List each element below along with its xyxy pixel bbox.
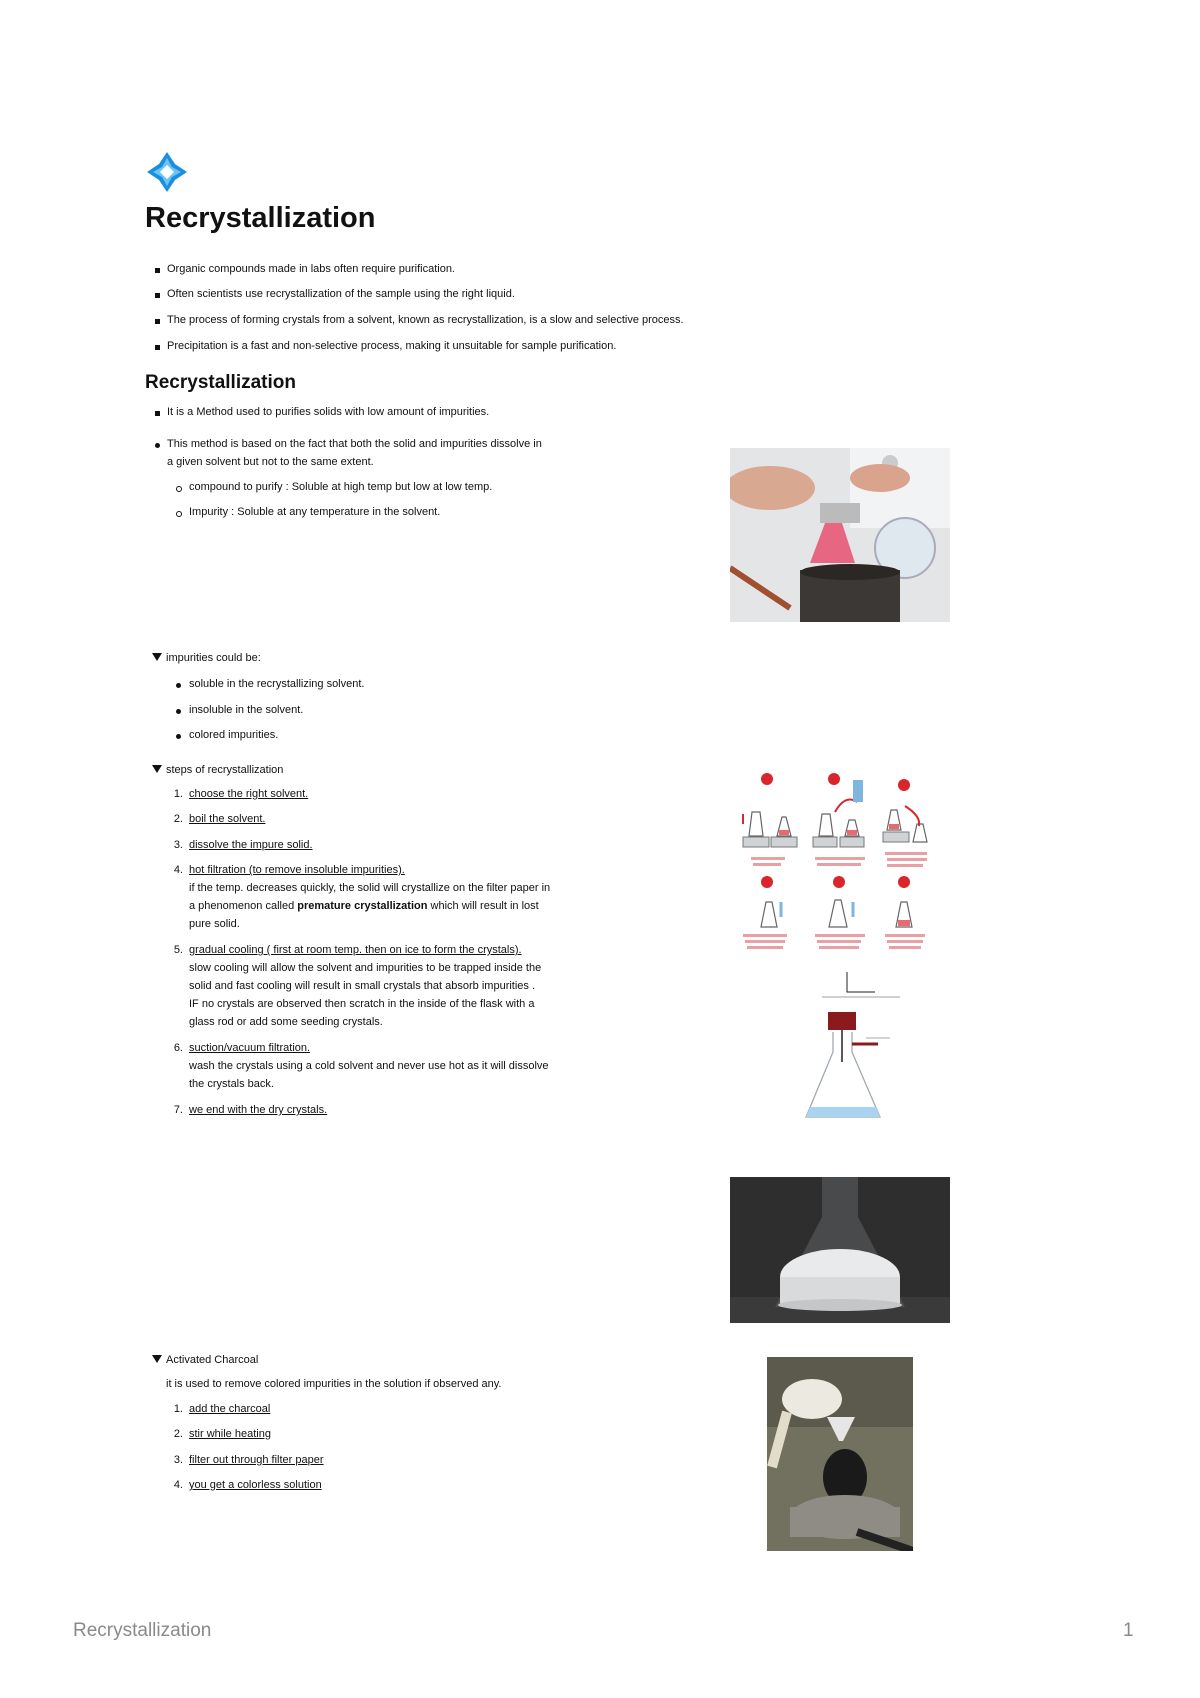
charcoal-description: it is used to remove colored impurities in the solution if observed any. — [166, 1378, 502, 1390]
step-item: hot filtration (to remove insoluble impurities). — [189, 864, 405, 876]
section-heading: Recrystallization — [145, 372, 296, 393]
sub-list-item: Impurity : Soluble at any temperature in the solvent. — [189, 506, 441, 518]
list-item: Precipitation is a fast and non-selective process, making it unsuitable for sample purification. — [167, 340, 617, 352]
list-item: This method is based on the fact that both the solid and impurities dissolve in — [167, 438, 542, 450]
list-item: soluble in the recrystallizing solvent. — [189, 678, 365, 690]
steps-toggle[interactable]: steps of recrystallization — [166, 764, 284, 776]
list-item: It is a Method used to purifies solids with low amount of impurities. — [167, 406, 490, 418]
footer-title: Recrystallization — [73, 1620, 212, 1641]
list-item: Organic compounds made in labs often require purification. — [167, 263, 455, 275]
recrystallization-steps-diagram — [735, 772, 935, 950]
lab-heating-photo — [730, 448, 950, 622]
step-item: we end with the dry crystals. — [189, 1104, 328, 1116]
charcoal-step: add the charcoal — [189, 1403, 271, 1415]
list-item: The process of forming crystals from a solvent, known as recrystallization, is a slow and selective process. — [167, 314, 684, 326]
step-item: dissolve the impure solid. — [189, 839, 313, 851]
crystals-flask-photo — [730, 1177, 950, 1323]
step-item: suction/vacuum filtration. — [189, 1042, 311, 1054]
step-item: boil the solvent. — [189, 813, 266, 825]
charcoal-step: stir while heating — [189, 1428, 271, 1440]
list-item: insoluble in the solvent. — [189, 704, 304, 716]
charcoal-toggle[interactable]: Activated Charcoal — [166, 1354, 259, 1366]
impurities-toggle[interactable]: impurities could be: — [166, 652, 261, 664]
charcoal-filtration-photo — [767, 1357, 913, 1551]
step-item: gradual cooling ( first at room temp. then on ice to form the crystals). — [189, 944, 522, 956]
page-title: Recrystallization — [145, 202, 376, 234]
sub-list-item: compound to purify : Soluble at high temp but low at low temp. — [189, 481, 493, 493]
charcoal-step: you get a colorless solution — [189, 1479, 322, 1491]
vacuum-filtration-diagram — [800, 972, 910, 1127]
list-item: Often scientists use recrystallization of the sample using the right liquid. — [167, 288, 515, 300]
list-item: colored impurities. — [189, 729, 279, 741]
charcoal-step: filter out through filter paper — [189, 1454, 324, 1466]
step-item: choose the right solvent. — [189, 788, 309, 800]
page-icon — [145, 150, 189, 194]
page-number: 1 — [1123, 1620, 1134, 1641]
